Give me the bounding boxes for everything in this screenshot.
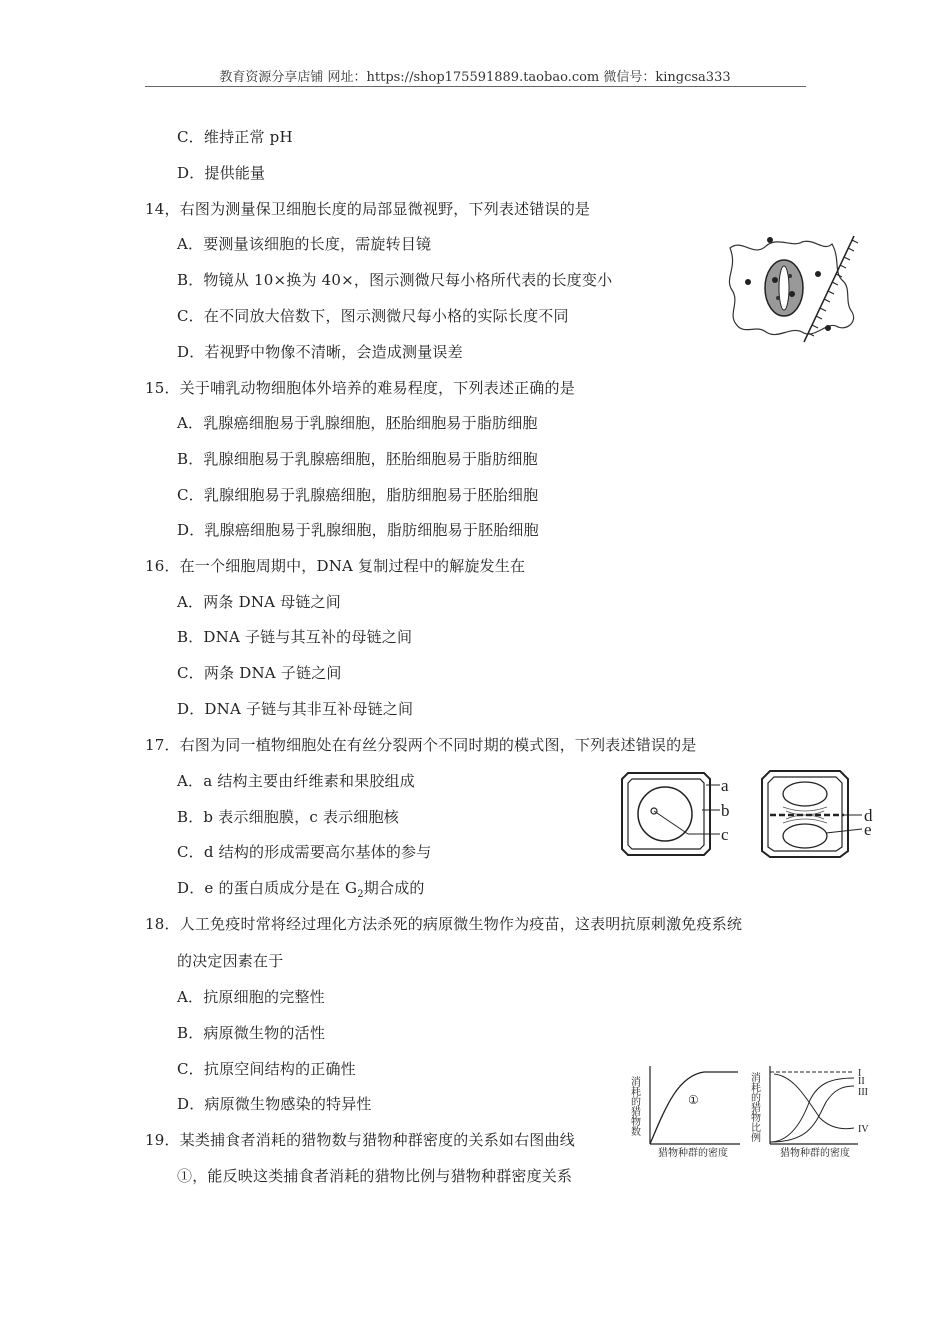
label-c: c xyxy=(721,825,729,844)
label-e: e xyxy=(864,820,872,839)
q16-option-d: D．DNA 子链与其非互补母链之间 xyxy=(177,700,414,718)
q18-stem-line2: 的决定因素在于 xyxy=(177,952,284,970)
q18-option-d: D．病原微生物感染的特异性 xyxy=(177,1095,372,1113)
graph2-curve-III xyxy=(770,1086,854,1142)
graph2-xlabel: 猎物种群的密度 xyxy=(780,1148,850,1159)
q16-option-a: A．两条 DNA 母链之间 xyxy=(177,593,341,611)
q14-option-b: B．物镜从 10×换为 40×，图示测微尺每小格所代表的长度变小 xyxy=(177,271,613,289)
q17-option-c: C．d 结构的形成需要高尔基体的参与 xyxy=(177,843,432,861)
graph2-label-III: III xyxy=(858,1087,868,1098)
q16-option-c: C．两条 DNA 子链之间 xyxy=(177,664,342,682)
q16-option-b: B．DNA 子链与其互补的母链之间 xyxy=(177,628,413,646)
mitosis-cells-figure xyxy=(618,767,880,862)
graph2-curve-IV xyxy=(774,1074,854,1129)
graph2-label-IV: IV xyxy=(858,1124,869,1135)
graph1-ylabel: 消耗的猎物数 xyxy=(628,1076,640,1136)
graph2-label-I: I xyxy=(858,1068,862,1079)
q17-option-b: B．b 表示细胞膜，c 表示细胞核 xyxy=(177,808,399,826)
q14-option-a: A．要测量该细胞的长度，需旋转目镜 xyxy=(177,235,432,253)
q16-stem: 16．在一个细胞周期中，DNA 复制过程中的解旋发生在 xyxy=(145,557,526,575)
q15-option-c: C．乳腺细胞易于乳腺癌细胞，脂肪细胞易于胚胎细胞 xyxy=(177,486,539,504)
header-divider xyxy=(145,86,806,87)
predation-graphs-figure xyxy=(630,1062,880,1160)
guard-cell-micrograph-figure xyxy=(722,228,867,348)
q18-stem-line1: 18．人工免疫时常将经过理化方法杀死的病原微生物作为疫苗，这表明抗原刺激免疫系统 xyxy=(145,915,743,933)
q18-option-c: C．抗原空间结构的正确性 xyxy=(177,1060,356,1078)
label-d: d xyxy=(864,806,873,825)
label-b: b xyxy=(721,801,730,820)
graph2-label-II: II xyxy=(858,1076,865,1087)
page-header: 教育资源分享店铺 网址：https://shop175591889.taobao.com 微信号：kingcsa333 xyxy=(219,70,731,85)
q17-stem: 17．右图为同一植物细胞处在有丝分裂两个不同时期的模式图，下列表述错误的是 xyxy=(145,736,697,754)
q15-option-a: A．乳腺癌细胞易于乳腺细胞，胚胎细胞易于脂肪细胞 xyxy=(177,414,538,432)
q15-stem: 15．关于哺乳动物细胞体外培养的难易程度，下列表述正确的是 xyxy=(145,379,575,397)
q15-option-d: D．乳腺癌细胞易于乳腺细胞，脂肪细胞易于胚胎细胞 xyxy=(177,521,539,539)
label-a: a xyxy=(721,776,729,795)
q14-stem: 14，右图为测量保卫细胞长度的局部显微视野，下列表述错误的是 xyxy=(145,200,591,218)
prev-option-d: D．提供能量 xyxy=(177,164,266,182)
graph1-curve xyxy=(650,1072,738,1144)
graph1-curve-label: ① xyxy=(688,1093,699,1107)
q15-option-b: B．乳腺细胞易于乳腺癌细胞，胚胎细胞易于脂肪细胞 xyxy=(177,450,538,468)
graph1-xlabel: 猎物种群的密度 xyxy=(658,1148,728,1159)
q18-option-b: B．病原微生物的活性 xyxy=(177,1024,326,1042)
q17-option-d: D．e 的蛋白质成分是在 $G_2$期合成的 xyxy=(177,879,425,900)
prev-option-c: C．维持正常 pH xyxy=(177,128,293,146)
q14-option-c: C．在不同放大倍数下，图示测微尺每小格的实际长度不同 xyxy=(177,307,569,325)
q18-option-a: A．抗原细胞的完整性 xyxy=(177,988,325,1006)
q19-stem-line2: ①，能反映这类捕食者消耗的猎物比例与猎物种群密度关系 xyxy=(177,1167,573,1185)
graph2-ylabel: 消耗的猎物比例 xyxy=(748,1072,760,1142)
q14-option-d: D．若视野中物像不清晰，会造成测量误差 xyxy=(177,343,463,361)
q19-stem-line1: 19．某类捕食者消耗的猎物数与猎物种群密度的关系如右图曲线 xyxy=(145,1131,575,1149)
q17-option-a: A．a 结构主要由纤维素和果胶组成 xyxy=(177,772,415,790)
